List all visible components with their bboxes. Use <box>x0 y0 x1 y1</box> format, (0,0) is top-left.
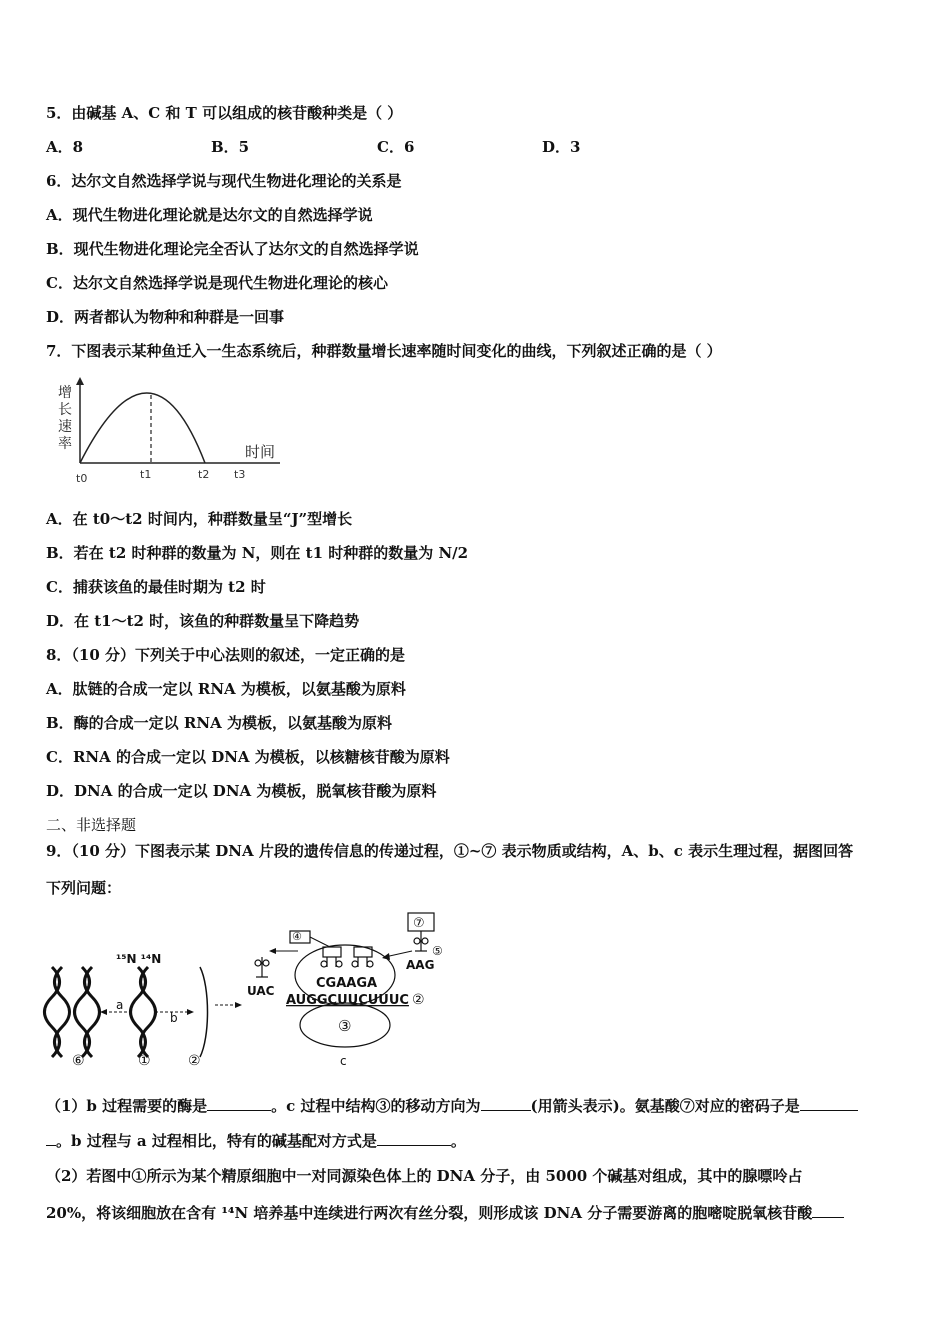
growth-rate-curve <box>80 393 205 463</box>
graph-ylabel-3: 速 <box>58 419 72 435</box>
q9-sub1-text-2: 。c 过程中结构③的移动方向为 <box>271 1097 481 1115</box>
label-7: ⑦ <box>413 916 425 931</box>
q8-stem: 8．（10 分）下列关于中心法则的叙述，一定正确的是 <box>46 646 406 664</box>
q8-option-c: C．RNA 的合成一定以 DNA 为模板，以核糖核苷酸为原料 <box>46 748 450 766</box>
q9-sub1-text-4: 。b 过程与 a 过程相比，特有的碱基配对方式是 <box>56 1132 377 1150</box>
label-6: ⑥ <box>72 1053 85 1069</box>
q5-option-a: A．8 <box>46 138 84 156</box>
label-c: c <box>340 1054 347 1068</box>
mrna-sequence: AUGGCUUCUUUC <box>286 993 409 1008</box>
q6-option-a: A．现代生物进化理论就是达尔文的自然选择学说 <box>46 206 373 224</box>
q9-sub1-line1 <box>46 1096 858 1116</box>
q9-sub1-text-3: (用箭头表示)。氨基酸⑦对应的密码子是 <box>530 1097 800 1115</box>
answer-blank-codon[interactable] <box>800 1096 858 1111</box>
trna-in-ribosome <box>321 947 373 967</box>
q9-sub1-text-1: （1）b 过程需要的酶是 <box>46 1097 208 1115</box>
y-axis-arrow-icon <box>76 377 84 385</box>
q9-sub2-line1: （2）若图中①所示为某个精原细胞中一对同源染色体上的 DNA 分子，由 5000 个碱基对组成，其中的腺嘌呤占 <box>46 1167 803 1185</box>
aag-label: AAG <box>406 958 435 972</box>
exit-arrow-head-icon <box>269 948 276 954</box>
enter-arrow-head-icon <box>382 953 390 960</box>
graph-ylabel-4: 率 <box>58 436 72 452</box>
dna-helix-pair-left <box>75 967 100 1057</box>
q5-option-b: B．5 <box>211 138 250 156</box>
q5-stem: 5．由碱基 A、C 和 T 可以组成的核苷酸种类是（ ） <box>46 104 403 122</box>
q8-option-b: B．酶的合成一定以 RNA 为模板，以氨基酸为原料 <box>46 714 392 732</box>
graph-tick-t2: t2 <box>198 468 210 481</box>
graph-xlabel: 时间 <box>245 443 276 461</box>
answer-blank-codon-cont[interactable] <box>46 1131 56 1146</box>
q6-option-c: C．达尔文自然选择学说是现代生物进化理论的核心 <box>46 274 388 292</box>
trna-sequence: CGAAGA <box>316 976 378 991</box>
graph-tick-t1: t1 <box>140 468 152 481</box>
q9-sub2-line2 <box>46 1203 844 1223</box>
peptide-link <box>310 937 330 947</box>
arrow-ribosome-head-icon <box>235 1002 242 1008</box>
q7-stem: 7．下图表示某种鱼迁入一生态系统后，种群数量增长速率随时间变化的曲线，下列叙述正确的是（ ） <box>46 342 722 360</box>
q7-option-c: C．捕获该鱼的最佳时期为 t2 时 <box>46 578 266 596</box>
q5-option-c: C．6 <box>377 138 415 156</box>
q8-option-a: A．肽链的合成一定以 RNA 为模板，以氨基酸为原料 <box>46 680 406 698</box>
dna-helix-1 <box>131 967 156 1057</box>
label-3: ③ <box>338 1017 352 1035</box>
label-4: ④ <box>292 930 302 943</box>
q5-option-d: D．3 <box>542 138 581 156</box>
label-2-left: ② <box>188 1053 201 1069</box>
arrow-b-head-icon <box>187 1009 194 1015</box>
answer-blank-direction[interactable] <box>481 1096 531 1111</box>
dna-helix-6 <box>45 967 70 1057</box>
q9-stem-line2: 下列问题： <box>46 879 122 897</box>
graph-ylabel-2: 长 <box>58 402 72 418</box>
q9-stem-line1: 9．（10 分）下图表示某 DNA 片段的遗传信息的传递过程，①~⑦ 表示物质或结构，A、b、c 表示生理过程，据图回答 <box>46 842 854 860</box>
label-a: a <box>116 998 124 1012</box>
section-title: 二、非选择题 <box>46 816 137 834</box>
label-1: ① <box>138 1053 151 1069</box>
uac-label: UAC <box>247 984 275 998</box>
q9-sub1-text-5: 。 <box>450 1132 466 1150</box>
answer-blank-enzyme[interactable] <box>207 1096 271 1111</box>
graph-tick-t0: t0 <box>76 472 88 485</box>
label-b: b <box>170 1011 178 1025</box>
answer-blank-cytosine[interactable] <box>812 1203 844 1218</box>
growth-rate-graph <box>40 375 310 490</box>
q6-option-b: B．现代生物进化理论完全否认了达尔文的自然选择学说 <box>46 240 419 258</box>
q6-option-d: D．两者都认为物种和种群是一回事 <box>46 308 285 326</box>
label-5: ⑤ <box>432 944 443 958</box>
q9-sub1-line2 <box>46 1131 466 1151</box>
answer-blank-pairing[interactable] <box>377 1131 451 1146</box>
q7-option-a: A．在 t0～t2 时间内，种群数量呈“J”型增长 <box>46 510 353 528</box>
arrow-a-head-icon <box>100 1009 107 1015</box>
q7-option-d: D．在 t1～t2 时，该鱼的种群数量呈下降趋势 <box>46 612 360 630</box>
label-2-right: ② <box>412 992 425 1008</box>
mrna-strand <box>200 967 208 1057</box>
exiting-trna <box>255 957 269 977</box>
q8-option-d: D．DNA 的合成一定以 DNA 为模板，脱氧核苷酸为原料 <box>46 782 437 800</box>
isotope-labels: ¹⁵N ¹⁴N <box>116 952 162 966</box>
q6-stem: 6．达尔文自然选择学说与现代生物进化理论的关系是 <box>46 172 402 190</box>
dna-transfer-diagram <box>40 905 450 1075</box>
q9-sub2-text: 20%，将该细胞放在含有 ¹⁴N 培养基中连续进行两次有丝分裂，则形成该 DNA 分子需要游离的胞嘧啶脱氧核苷酸 <box>46 1204 813 1222</box>
q7-option-b: B．若在 t2 时种群的数量为 N，则在 t1 时种群的数量为 N/2 <box>46 544 469 562</box>
graph-ylabel-1: 增 <box>58 385 72 401</box>
graph-tick-t3: t3 <box>234 468 246 481</box>
entering-trna <box>414 931 428 951</box>
